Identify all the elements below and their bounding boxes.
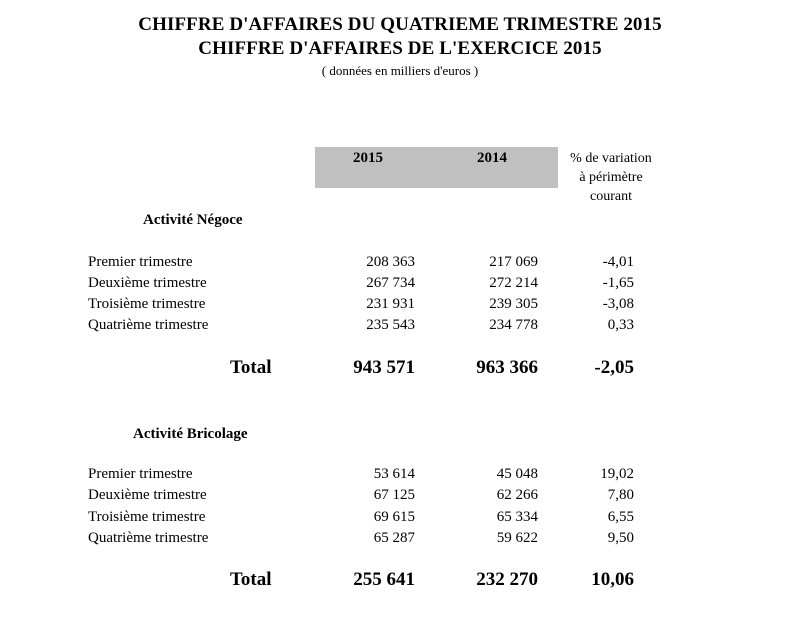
- column-header-variation: [556, 149, 666, 206]
- variation-header-line-1: % de variation: [570, 151, 652, 166]
- total-variation: -2,05: [594, 357, 634, 378]
- row-label: Troisième trimestre: [88, 509, 206, 525]
- row-label: Troisième trimestre: [88, 296, 206, 312]
- value-2014: 217 069: [489, 254, 538, 270]
- row-label: Quatrième trimestre: [88, 317, 209, 333]
- value-2014: 62 266: [496, 487, 538, 503]
- total-2015: 255 641: [353, 569, 415, 590]
- title-line-1: CHIFFRE D'AFFAIRES DU QUATRIEME TRIMESTRE 2015: [138, 14, 662, 35]
- value-2015: 235 543: [366, 317, 415, 333]
- year-header-background: [315, 147, 558, 188]
- value-2014: 59 622: [496, 530, 538, 546]
- subtitle: ( données en milliers d'euros ): [321, 63, 479, 78]
- row-label: Quatrième trimestre: [88, 530, 209, 546]
- row-label: Deuxième trimestre: [88, 275, 207, 291]
- column-header-2015: 2015: [353, 150, 383, 166]
- value-variation: -4,01: [602, 254, 634, 270]
- total-variation: 10,06: [591, 569, 634, 590]
- total-2014: 232 270: [476, 569, 538, 590]
- row-label: Premier trimestre: [88, 466, 193, 482]
- value-2015: 53 614: [373, 466, 415, 482]
- total-2015: 943 571: [353, 357, 415, 378]
- column-header-2014: 2014: [477, 150, 507, 166]
- value-variation: 0,33: [607, 317, 634, 333]
- section-title-negoce: Activité Négoce: [143, 212, 243, 228]
- value-variation: 19,02: [600, 466, 634, 482]
- value-2015: 231 931: [366, 296, 415, 312]
- value-variation: -3,08: [602, 296, 634, 312]
- total-label: Total: [230, 357, 272, 378]
- section-title-bricolage: Activité Bricolage: [133, 426, 248, 442]
- value-variation: 6,55: [607, 509, 634, 525]
- value-2015: 267 734: [366, 275, 415, 291]
- value-2015: 67 125: [373, 487, 415, 503]
- value-2014: 45 048: [496, 466, 538, 482]
- row-label: Deuxième trimestre: [88, 487, 207, 503]
- total-label: Total: [230, 569, 272, 590]
- value-2015: 208 363: [366, 254, 415, 270]
- value-2015: 69 615: [373, 509, 415, 525]
- title-line-2: CHIFFRE D'AFFAIRES DE L'EXERCICE 2015: [198, 38, 602, 59]
- variation-header-line-2: à périmètre: [579, 170, 643, 185]
- value-2014: 239 305: [489, 296, 538, 312]
- value-2014: 234 778: [489, 317, 538, 333]
- total-2014: 963 366: [476, 357, 538, 378]
- variation-header-line-3: courant: [590, 189, 632, 204]
- value-2014: 65 334: [496, 509, 538, 525]
- value-2014: 272 214: [489, 275, 538, 291]
- value-variation: 9,50: [607, 530, 634, 546]
- row-label: Premier trimestre: [88, 254, 193, 270]
- value-2015: 65 287: [373, 530, 415, 546]
- value-variation: -1,65: [602, 275, 634, 291]
- value-variation: 7,80: [607, 487, 634, 503]
